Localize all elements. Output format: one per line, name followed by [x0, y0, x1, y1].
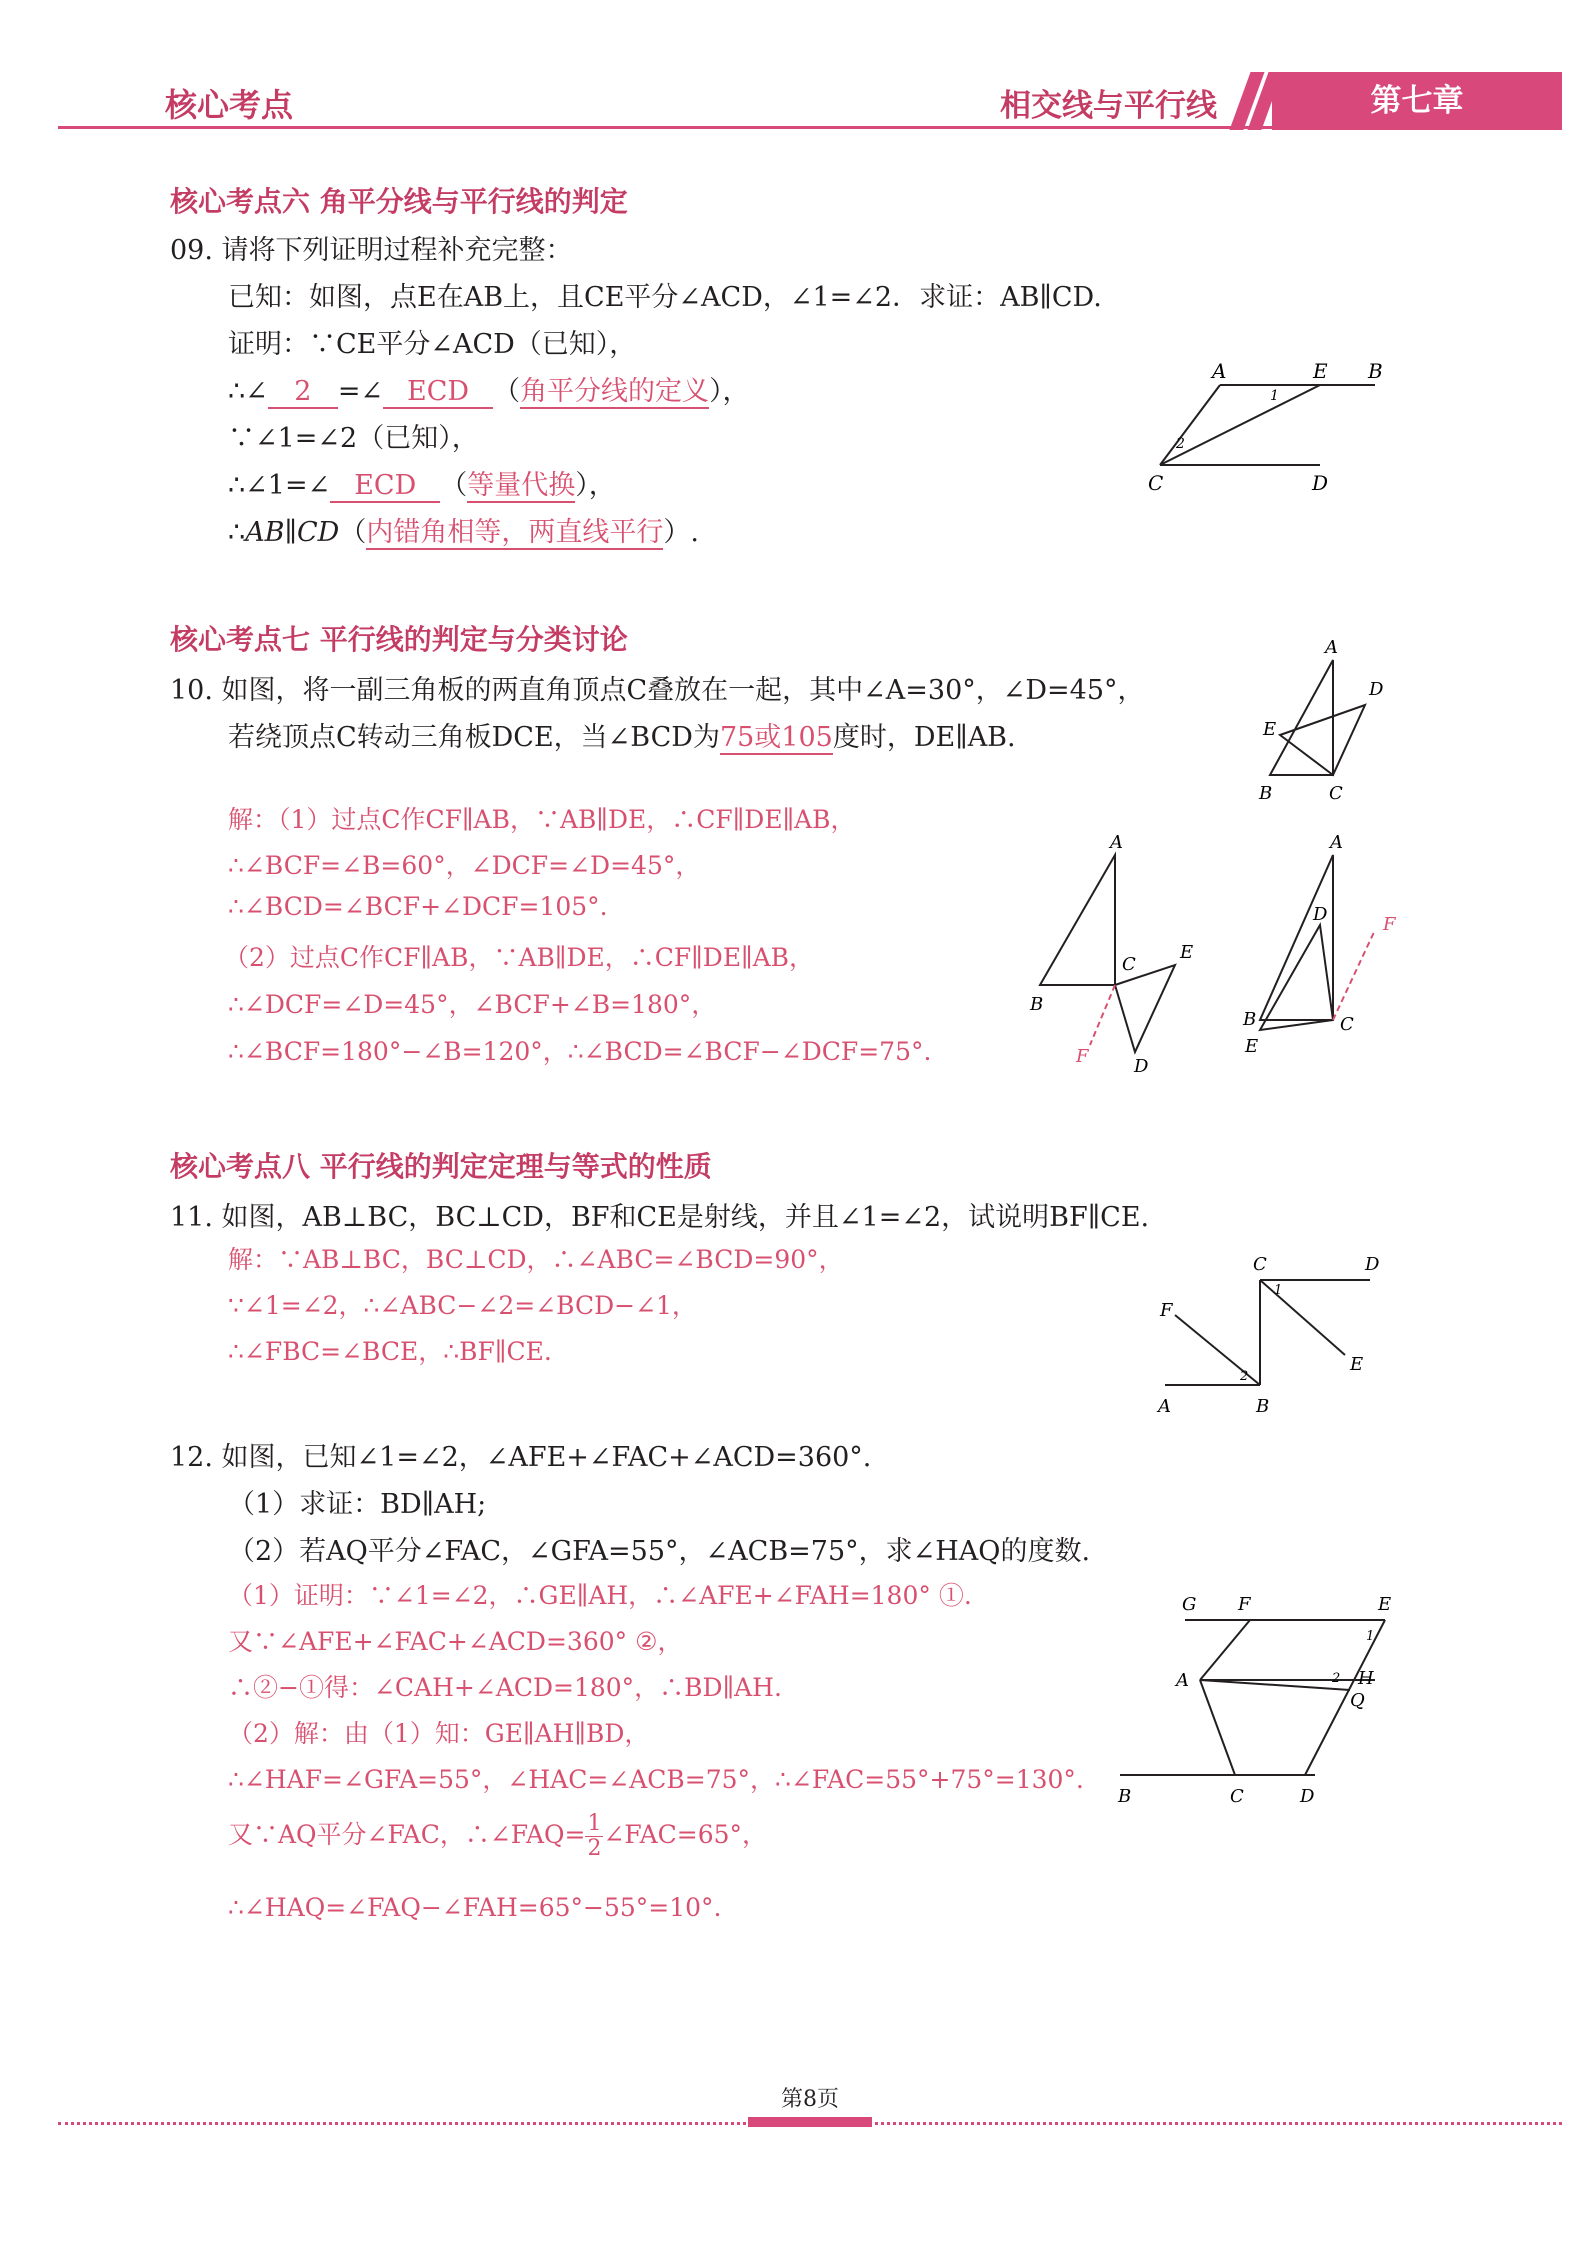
- q12-proof-3: ∴②−①得：∠CAH+∠ACD=180°，∴BD∥AH.: [228, 1673, 782, 1702]
- q10-solution-5: ∴∠DCF=∠D=45°，∠BCF+∠B=180°，: [228, 990, 717, 1019]
- q10-solution-2: ∴∠BCF=∠B=60°，∠DCF=∠D=45°，: [228, 851, 701, 880]
- reason-answer: 角平分线的定义: [520, 376, 710, 407]
- svg-text:B: B: [1030, 994, 1044, 1015]
- q09-proof-intro: 证明：∵CE平分∠ACD（已知），: [228, 329, 637, 360]
- svg-text:C: C: [1329, 783, 1343, 804]
- q12-proof-6: 又∵AQ平分∠FAC，∴∠FAQ= $\frac{1}{2}$ ∠FAC=65°，: [228, 1811, 768, 1862]
- question-12: 12. 如图，已知∠1=∠2，∠AFE+∠FAC+∠ACD=360°.: [170, 1442, 872, 1473]
- svg-text:E: E: [1350, 1354, 1364, 1375]
- svg-text:F: F: [1238, 1594, 1251, 1615]
- svg-text:B: B: [1118, 1786, 1132, 1807]
- section-title-6: 核心考点六 角平分线与平行线的判定: [170, 185, 628, 218]
- page-number: 第8页: [781, 2087, 839, 2112]
- svg-text:B: B: [1259, 783, 1273, 804]
- angle-2: 2: [1176, 436, 1185, 452]
- figure-q11: [1150, 1240, 1410, 1420]
- question-12-part-1: （1）求证：BD∥AH;: [228, 1489, 487, 1520]
- angle-1: 1: [1270, 388, 1279, 404]
- chapter-topic: 相交线与平行线: [1000, 88, 1217, 124]
- q12-proof-1: （1）证明：∵∠1=∠2，∴GE∥AH，∴∠AFE+∠FAH=180° ①.: [228, 1581, 972, 1610]
- footer-accent-bar: [748, 2117, 872, 2127]
- q11-solution-1: 解：∵AB⊥BC，BC⊥CD，∴∠ABC=∠BCD=90°，: [228, 1245, 844, 1274]
- header-divider: [58, 126, 1562, 129]
- svg-text:A: A: [1330, 832, 1343, 853]
- chapter-badge: 第七章: [1272, 72, 1562, 130]
- blank-answer: ECD: [383, 376, 493, 409]
- q12-proof-4: （2）解：由（1）知：GE∥AH∥BD，: [228, 1719, 650, 1748]
- label-E: E: [1313, 359, 1328, 383]
- q10-solution-3: ∴∠BCD=∠BCF+∠DCF=105°.: [228, 892, 608, 921]
- question-09: 09. 请将下列证明过程补充完整：: [170, 235, 573, 266]
- label-B: B: [1368, 359, 1383, 383]
- svg-text:E: E: [1378, 1594, 1392, 1615]
- svg-text:F: F: [1160, 1300, 1173, 1321]
- q11-solution-2: ∵∠1=∠2，∴∠ABC−∠2=∠BCD−∠1，: [228, 1291, 697, 1320]
- q12-proof-2: 又∵∠AFE+∠FAC+∠ACD=360° ②，: [228, 1627, 683, 1656]
- reason-answer: 等量代换: [467, 470, 576, 501]
- q10-solution-4: （2）过点C作CF∥AB，∵AB∥DE，∴CF∥DE∥AB，: [224, 943, 815, 972]
- svg-text:A: A: [1176, 1670, 1189, 1691]
- svg-text:C: C: [1122, 954, 1136, 975]
- svg-text:D: D: [1313, 904, 1328, 925]
- q09-proof-line-3: ∵∠1=∠2（已知），: [228, 423, 479, 454]
- svg-text:C: C: [1340, 1014, 1354, 1035]
- question-11: 11. 如图，AB⊥BC，BC⊥CD，BF和CE是射线，并且∠1=∠2，试说明BF∥CE.: [170, 1202, 1150, 1233]
- svg-text:F: F: [1383, 914, 1396, 935]
- svg-text:C: C: [1230, 1786, 1244, 1807]
- svg-text:D: D: [1369, 679, 1384, 700]
- svg-text:D: D: [1134, 1056, 1149, 1077]
- svg-text:Q: Q: [1350, 1690, 1365, 1711]
- question-10-line-2: 若绕顶点C转动三角板DCE，当∠BCD为75或105度时，DE∥AB.: [228, 722, 1016, 753]
- svg-text:1: 1: [1274, 1283, 1283, 1298]
- question-12-part-2: （2）若AQ平分∠FAC，∠GFA=55°，∠ACB=75°，求∠HAQ的度数.: [228, 1536, 1091, 1567]
- blank-answer: 2: [268, 376, 338, 409]
- svg-text:2: 2: [1240, 1369, 1249, 1384]
- svg-text:E: E: [1245, 1036, 1259, 1057]
- reason-answer: 内错角相等，两直线平行: [366, 517, 664, 548]
- label-C: C: [1148, 471, 1164, 495]
- svg-text:F: F: [1076, 1046, 1089, 1067]
- question-10-line-1: 10. 如图，将一副三角板的两直角顶点C叠放在一起，其中∠A=30°，∠D=45°，: [170, 675, 1145, 706]
- figure-q12: [1110, 1580, 1410, 1810]
- svg-text:D: D: [1300, 1786, 1315, 1807]
- figure-q10-main: [1245, 635, 1405, 815]
- svg-text:1: 1: [1366, 1629, 1375, 1644]
- svg-text:E: E: [1263, 719, 1277, 740]
- svg-text:A: A: [1325, 637, 1338, 658]
- q09-given: 已知：如图，点E在AB上，且CE平分∠ACD，∠1=∠2．求证：AB∥CD.: [228, 282, 1102, 313]
- blank-answer: ECD: [330, 470, 440, 503]
- svg-text:G: G: [1182, 1594, 1197, 1615]
- label-D: D: [1312, 471, 1329, 495]
- q10-solution-1: 解：（1）过点C作CF∥AB，∵AB∥DE，∴CF∥DE∥AB，: [228, 805, 856, 834]
- svg-text:A: A: [1110, 832, 1123, 853]
- svg-text:2: 2: [1332, 1671, 1341, 1686]
- q12-proof-7: ∴∠HAQ=∠FAQ−∠FAH=65°−55°=10°.: [228, 1893, 722, 1922]
- fraction-half: $\frac{1}{2}$: [587, 1811, 602, 1862]
- svg-text:B: B: [1243, 1009, 1257, 1030]
- figure-q09: [1140, 350, 1400, 500]
- q11-solution-3: ∴∠FBC=∠BCE，∴BF∥CE.: [228, 1337, 552, 1366]
- label-A: A: [1212, 359, 1227, 383]
- figure-q10-case1: [1020, 830, 1220, 1080]
- q09-proof-line-2: ∴∠ 2 =∠ ECD （角平分线的定义），: [228, 376, 750, 407]
- header-left-title: 核心考点: [165, 86, 294, 124]
- svg-text:B: B: [1256, 1396, 1270, 1417]
- svg-text:A: A: [1158, 1396, 1171, 1417]
- q12-proof-5: ∴∠HAF=∠GFA=55°，∠HAC=∠ACB=75°，∴∠FAC=55°+75°=130°.: [228, 1765, 1084, 1794]
- q09-proof-line-5: ∴AB∥CD（内错角相等，两直线平行）.: [228, 517, 699, 548]
- svg-text:E: E: [1180, 942, 1194, 963]
- figure-q10-case2: [1215, 830, 1415, 1080]
- svg-text:H: H: [1358, 1668, 1374, 1689]
- svg-text:C: C: [1253, 1254, 1267, 1275]
- svg-text:D: D: [1365, 1254, 1380, 1275]
- section-title-8: 核心考点八 平行线的判定定理与等式的性质: [170, 1150, 712, 1183]
- q10-solution-6: ∴∠BCF=180°−∠B=120°，∴∠BCD=∠BCF−∠DCF=75°.: [228, 1037, 932, 1066]
- q10-answer: 75或105: [719, 722, 833, 753]
- q09-proof-line-4: ∴∠1=∠ ECD （等量代换），: [228, 470, 616, 501]
- section-title-7: 核心考点七 平行线的判定与分类讨论: [170, 623, 628, 656]
